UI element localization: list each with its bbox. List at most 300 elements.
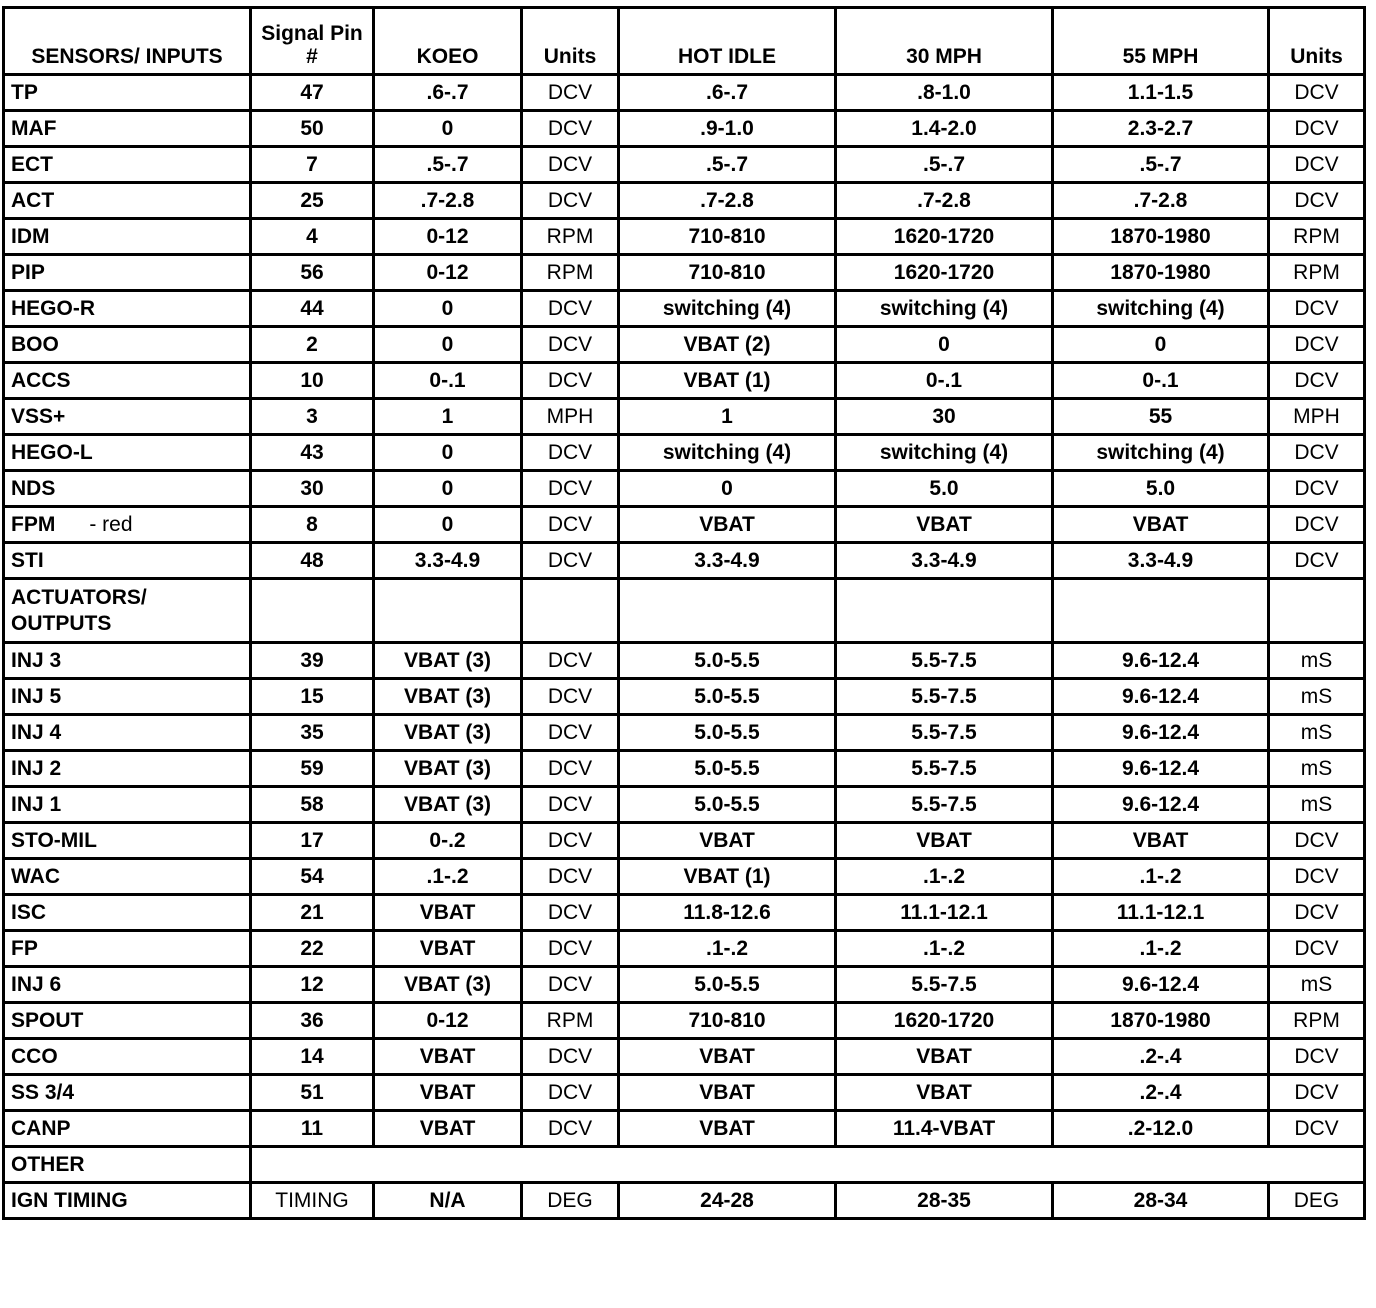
cell-signal-pin: 59 bbox=[251, 751, 374, 787]
table-row bbox=[4, 1039, 1365, 1075]
cell-units-1: DCV bbox=[522, 363, 619, 399]
cell-units-2: DCV bbox=[1269, 1111, 1365, 1147]
cell-30-mph: VBAT bbox=[836, 507, 1053, 543]
cell-units-2: DCV bbox=[1269, 823, 1365, 859]
cell-signal-pin: 35 bbox=[251, 715, 374, 751]
cell-signal-pin: 43 bbox=[251, 435, 374, 471]
cell-30-mph: 0 bbox=[836, 327, 1053, 363]
cell-hot-idle: 5.0-5.5 bbox=[619, 787, 836, 823]
cell-units-1: DCV bbox=[522, 643, 619, 679]
cell-55-mph: .2-.4 bbox=[1053, 1075, 1269, 1111]
cell-name bbox=[4, 75, 251, 111]
cell-units-2: DCV bbox=[1269, 507, 1365, 543]
cell-units-2: DEG bbox=[1269, 1183, 1365, 1219]
table-row bbox=[4, 895, 1365, 931]
col-header-hot-idle: HOT IDLE bbox=[619, 8, 836, 75]
cell-units-2: mS bbox=[1269, 787, 1365, 823]
row-label: FP bbox=[11, 937, 38, 960]
row-label: STO-MIL bbox=[11, 829, 97, 852]
cell-30-mph: 1620-1720 bbox=[836, 1003, 1053, 1039]
row-label: PIP bbox=[11, 261, 45, 284]
cell-55-mph: VBAT bbox=[1053, 507, 1269, 543]
cell-koeo: VBAT (3) bbox=[374, 679, 522, 715]
row-label: IGN TIMING bbox=[11, 1189, 128, 1212]
cell-units-2: DCV bbox=[1269, 471, 1365, 507]
cell-signal-pin: 10 bbox=[251, 363, 374, 399]
cell-30-mph: 11.4-VBAT bbox=[836, 1111, 1053, 1147]
cell-units-1: MPH bbox=[522, 399, 619, 435]
empty-cell bbox=[619, 579, 836, 643]
cell-30-mph: 5.5-7.5 bbox=[836, 787, 1053, 823]
cell-55-mph: 11.1-12.1 bbox=[1053, 895, 1269, 931]
row-label: WAC bbox=[11, 865, 60, 888]
col-header-30-mph: 30 MPH bbox=[836, 8, 1053, 75]
cell-name bbox=[4, 363, 251, 399]
row-label: CCO bbox=[11, 1045, 58, 1068]
cell-name bbox=[4, 931, 251, 967]
cell-units-2: DCV bbox=[1269, 75, 1365, 111]
col-header-sensors: SENSORS/ INPUTS bbox=[4, 8, 251, 75]
row-label: CANP bbox=[11, 1117, 71, 1140]
cell-signal-pin: 30 bbox=[251, 471, 374, 507]
cell-name bbox=[4, 183, 251, 219]
cell-signal-pin: 50 bbox=[251, 111, 374, 147]
cell-30-mph: 5.0 bbox=[836, 471, 1053, 507]
cell-units-2: DCV bbox=[1269, 1039, 1365, 1075]
cell-units-1: DCV bbox=[522, 111, 619, 147]
cell-units-1: DCV bbox=[522, 751, 619, 787]
cell-name bbox=[4, 255, 251, 291]
cell-30-mph: VBAT bbox=[836, 823, 1053, 859]
cell-hot-idle: 3.3-4.9 bbox=[619, 543, 836, 579]
row-label: ECT bbox=[11, 153, 53, 176]
cell-55-mph: 9.6-12.4 bbox=[1053, 787, 1269, 823]
cell-name bbox=[4, 1003, 251, 1039]
table-row bbox=[4, 291, 1365, 327]
row-label: INJ 1 bbox=[11, 793, 62, 816]
cell-units-1: DCV bbox=[522, 1039, 619, 1075]
cell-signal-pin: 17 bbox=[251, 823, 374, 859]
cell-units-1: DCV bbox=[522, 471, 619, 507]
cell-units-1: DCV bbox=[522, 327, 619, 363]
cell-signal-pin: 47 bbox=[251, 75, 374, 111]
cell-30-mph: 5.5-7.5 bbox=[836, 967, 1053, 1003]
cell-units-2: mS bbox=[1269, 715, 1365, 751]
cell-name bbox=[4, 1183, 251, 1219]
cell-30-mph: 1.4-2.0 bbox=[836, 111, 1053, 147]
cell-koeo: VBAT (3) bbox=[374, 643, 522, 679]
table-row bbox=[4, 255, 1365, 291]
table-row bbox=[4, 715, 1365, 751]
cell-hot-idle: switching (4) bbox=[619, 435, 836, 471]
cell-hot-idle: 24-28 bbox=[619, 1183, 836, 1219]
row-label: FPM bbox=[11, 513, 56, 536]
cell-55-mph: 1.1-1.5 bbox=[1053, 75, 1269, 111]
cell-units-2: MPH bbox=[1269, 399, 1365, 435]
cell-units-1: RPM bbox=[522, 219, 619, 255]
empty-cell bbox=[251, 1147, 1365, 1183]
cell-30-mph: 5.5-7.5 bbox=[836, 679, 1053, 715]
empty-cell bbox=[374, 579, 522, 643]
cell-hot-idle: 5.0-5.5 bbox=[619, 967, 836, 1003]
cell-30-mph: .5-.7 bbox=[836, 147, 1053, 183]
cell-signal-pin: 22 bbox=[251, 931, 374, 967]
cell-signal-pin: 12 bbox=[251, 967, 374, 1003]
cell-units-1: DCV bbox=[522, 1111, 619, 1147]
table-row bbox=[4, 751, 1365, 787]
cell-55-mph: 1870-1980 bbox=[1053, 219, 1269, 255]
cell-koeo: 0 bbox=[374, 507, 522, 543]
cell-55-mph: 3.3-4.9 bbox=[1053, 543, 1269, 579]
header-row bbox=[4, 8, 1365, 75]
cell-koeo: 0-12 bbox=[374, 255, 522, 291]
table-row bbox=[4, 931, 1365, 967]
cell-signal-pin: 25 bbox=[251, 183, 374, 219]
table-row bbox=[4, 967, 1365, 1003]
cell-30-mph: VBAT bbox=[836, 1075, 1053, 1111]
cell-koeo: 0-12 bbox=[374, 219, 522, 255]
cell-30-mph: 1620-1720 bbox=[836, 255, 1053, 291]
cell-30-mph: 5.5-7.5 bbox=[836, 643, 1053, 679]
cell-units-2: DCV bbox=[1269, 327, 1365, 363]
cell-name bbox=[4, 787, 251, 823]
cell-name bbox=[4, 1039, 251, 1075]
cell-30-mph: 30 bbox=[836, 399, 1053, 435]
row-label: HEGO-R bbox=[11, 297, 95, 320]
cell-koeo: VBAT (3) bbox=[374, 715, 522, 751]
row-label: INJ 6 bbox=[11, 973, 62, 996]
cell-hot-idle: 5.0-5.5 bbox=[619, 751, 836, 787]
cell-signal-pin: 21 bbox=[251, 895, 374, 931]
cell-units-2: RPM bbox=[1269, 255, 1365, 291]
cell-name bbox=[4, 679, 251, 715]
cell-units-1: DCV bbox=[522, 859, 619, 895]
row-note: - red bbox=[89, 513, 133, 536]
cell-koeo: 1 bbox=[374, 399, 522, 435]
cell-koeo: VBAT bbox=[374, 1039, 522, 1075]
cell-55-mph: 9.6-12.4 bbox=[1053, 751, 1269, 787]
cell-55-mph: 0-.1 bbox=[1053, 363, 1269, 399]
cell-name bbox=[4, 967, 251, 1003]
cell-units-2: mS bbox=[1269, 679, 1365, 715]
row-label: INJ 4 bbox=[11, 721, 62, 744]
cell-units-1: RPM bbox=[522, 255, 619, 291]
cell-55-mph: VBAT bbox=[1053, 823, 1269, 859]
cell-hot-idle: 710-810 bbox=[619, 1003, 836, 1039]
cell-signal-pin: 51 bbox=[251, 1075, 374, 1111]
col-header-signal-pin: Signal Pin # bbox=[251, 8, 374, 75]
cell-units-1: DCV bbox=[522, 543, 619, 579]
cell-units-2: mS bbox=[1269, 751, 1365, 787]
cell-units-2: DCV bbox=[1269, 147, 1365, 183]
table-row bbox=[4, 219, 1365, 255]
cell-hot-idle: VBAT bbox=[619, 823, 836, 859]
cell-units-2: RPM bbox=[1269, 1003, 1365, 1039]
cell-hot-idle: .5-.7 bbox=[619, 147, 836, 183]
cell-55-mph: 9.6-12.4 bbox=[1053, 715, 1269, 751]
cell-name bbox=[4, 111, 251, 147]
table-row bbox=[4, 471, 1365, 507]
cell-koeo: .6-.7 bbox=[374, 75, 522, 111]
cell-koeo: 0 bbox=[374, 327, 522, 363]
row-label: SPOUT bbox=[11, 1009, 84, 1032]
row-label: STI bbox=[11, 549, 44, 572]
actuators-section-label: ACTUATORS/ OUTPUTS bbox=[4, 579, 251, 643]
table-row bbox=[4, 111, 1365, 147]
cell-hot-idle: 0 bbox=[619, 471, 836, 507]
cell-units-1: DCV bbox=[522, 895, 619, 931]
cell-units-1: DCV bbox=[522, 507, 619, 543]
cell-name bbox=[4, 715, 251, 751]
row-label: ACCS bbox=[11, 369, 71, 392]
other-section-row bbox=[4, 1147, 1365, 1183]
cell-30-mph: .8-1.0 bbox=[836, 75, 1053, 111]
cell-koeo: 0 bbox=[374, 111, 522, 147]
cell-units-1: DCV bbox=[522, 147, 619, 183]
row-label: BOO bbox=[11, 333, 59, 356]
table-row bbox=[4, 327, 1365, 363]
cell-units-1: DCV bbox=[522, 1075, 619, 1111]
cell-name bbox=[4, 471, 251, 507]
col-header-units-2: Units bbox=[1269, 8, 1365, 75]
cell-name bbox=[4, 895, 251, 931]
cell-name bbox=[4, 859, 251, 895]
empty-cell bbox=[1053, 579, 1269, 643]
actuators-section-row bbox=[4, 579, 1365, 643]
cell-signal-pin: 11 bbox=[251, 1111, 374, 1147]
cell-55-mph: 0 bbox=[1053, 327, 1269, 363]
row-label: INJ 2 bbox=[11, 757, 62, 780]
table-row bbox=[4, 543, 1365, 579]
row-label: INJ 5 bbox=[11, 685, 62, 708]
cell-hot-idle: .6-.7 bbox=[619, 75, 836, 111]
cell-55-mph: .7-2.8 bbox=[1053, 183, 1269, 219]
cell-units-1: DEG bbox=[522, 1183, 619, 1219]
cell-units-2: DCV bbox=[1269, 859, 1365, 895]
cell-signal-pin: 39 bbox=[251, 643, 374, 679]
cell-name bbox=[4, 1075, 251, 1111]
cell-signal-pin: 48 bbox=[251, 543, 374, 579]
cell-30-mph: switching (4) bbox=[836, 435, 1053, 471]
cell-hot-idle: VBAT bbox=[619, 1039, 836, 1075]
cell-55-mph: 28-34 bbox=[1053, 1183, 1269, 1219]
cell-units-1: DCV bbox=[522, 787, 619, 823]
cell-55-mph: 55 bbox=[1053, 399, 1269, 435]
cell-units-2: DCV bbox=[1269, 895, 1365, 931]
cell-55-mph: 9.6-12.4 bbox=[1053, 967, 1269, 1003]
cell-units-2: DCV bbox=[1269, 931, 1365, 967]
row-label: MAF bbox=[11, 117, 57, 140]
cell-koeo: .7-2.8 bbox=[374, 183, 522, 219]
cell-55-mph: .1-.2 bbox=[1053, 931, 1269, 967]
cell-hot-idle: .7-2.8 bbox=[619, 183, 836, 219]
cell-30-mph: VBAT bbox=[836, 1039, 1053, 1075]
row-label: TP bbox=[11, 81, 38, 104]
cell-units-1: DCV bbox=[522, 435, 619, 471]
cell-koeo: 0-.1 bbox=[374, 363, 522, 399]
cell-name bbox=[4, 399, 251, 435]
cell-koeo: 0 bbox=[374, 471, 522, 507]
cell-units-2: DCV bbox=[1269, 435, 1365, 471]
cell-name bbox=[4, 507, 251, 543]
cell-hot-idle: VBAT bbox=[619, 1111, 836, 1147]
cell-30-mph: 3.3-4.9 bbox=[836, 543, 1053, 579]
cell-name bbox=[4, 823, 251, 859]
cell-hot-idle: 710-810 bbox=[619, 219, 836, 255]
cell-hot-idle: 710-810 bbox=[619, 255, 836, 291]
cell-30-mph: .1-.2 bbox=[836, 859, 1053, 895]
cell-signal-pin: 44 bbox=[251, 291, 374, 327]
cell-koeo: VBAT (3) bbox=[374, 787, 522, 823]
cell-hot-idle: VBAT (1) bbox=[619, 363, 836, 399]
cell-units-2: DCV bbox=[1269, 111, 1365, 147]
other-section-label: OTHER bbox=[4, 1147, 251, 1183]
table-row bbox=[4, 679, 1365, 715]
table-row bbox=[4, 859, 1365, 895]
cell-30-mph: switching (4) bbox=[836, 291, 1053, 327]
table-row bbox=[4, 147, 1365, 183]
cell-signal-pin: 14 bbox=[251, 1039, 374, 1075]
table-row bbox=[4, 823, 1365, 859]
empty-cell bbox=[1269, 579, 1365, 643]
cell-30-mph: 1620-1720 bbox=[836, 219, 1053, 255]
cell-name bbox=[4, 435, 251, 471]
empty-cell bbox=[522, 579, 619, 643]
row-label: ISC bbox=[11, 901, 47, 924]
cell-units-2: DCV bbox=[1269, 1075, 1365, 1111]
cell-units-1: DCV bbox=[522, 967, 619, 1003]
col-header-units-1: Units bbox=[522, 8, 619, 75]
cell-koeo: VBAT bbox=[374, 1111, 522, 1147]
cell-units-2: RPM bbox=[1269, 219, 1365, 255]
row-label: SS 3/4 bbox=[11, 1081, 75, 1104]
row-label: ACT bbox=[11, 189, 55, 212]
cell-koeo: 0-12 bbox=[374, 1003, 522, 1039]
cell-hot-idle: VBAT bbox=[619, 1075, 836, 1111]
table-row bbox=[4, 435, 1365, 471]
cell-units-2: DCV bbox=[1269, 363, 1365, 399]
cell-koeo: N/A bbox=[374, 1183, 522, 1219]
cell-units-1: RPM bbox=[522, 1003, 619, 1039]
cell-units-2: mS bbox=[1269, 967, 1365, 1003]
cell-units-2: DCV bbox=[1269, 183, 1365, 219]
cell-koeo: VBAT bbox=[374, 931, 522, 967]
cell-hot-idle: .1-.2 bbox=[619, 931, 836, 967]
cell-hot-idle: VBAT (2) bbox=[619, 327, 836, 363]
table-row bbox=[4, 183, 1365, 219]
sensor-spec-table bbox=[2, 6, 1366, 1220]
table-row bbox=[4, 643, 1365, 679]
cell-55-mph: switching (4) bbox=[1053, 291, 1269, 327]
cell-koeo: .5-.7 bbox=[374, 147, 522, 183]
cell-55-mph: 5.0 bbox=[1053, 471, 1269, 507]
cell-55-mph: 1870-1980 bbox=[1053, 1003, 1269, 1039]
row-label: NDS bbox=[11, 477, 56, 500]
cell-signal-pin: 58 bbox=[251, 787, 374, 823]
cell-name bbox=[4, 147, 251, 183]
cell-30-mph: .7-2.8 bbox=[836, 183, 1053, 219]
cell-name bbox=[4, 291, 251, 327]
table-row bbox=[4, 399, 1365, 435]
cell-signal-pin: 8 bbox=[251, 507, 374, 543]
cell-koeo: 0 bbox=[374, 291, 522, 327]
cell-55-mph: 9.6-12.4 bbox=[1053, 679, 1269, 715]
col-header-55-mph: 55 MPH bbox=[1053, 8, 1269, 75]
row-label: VSS+ bbox=[11, 405, 66, 428]
cell-units-1: DCV bbox=[522, 715, 619, 751]
table-body bbox=[4, 75, 1365, 1219]
cell-hot-idle: .9-1.0 bbox=[619, 111, 836, 147]
row-label: INJ 3 bbox=[11, 649, 62, 672]
cell-name bbox=[4, 1111, 251, 1147]
cell-name bbox=[4, 543, 251, 579]
table-row bbox=[4, 507, 1365, 543]
cell-30-mph: 5.5-7.5 bbox=[836, 751, 1053, 787]
table-row bbox=[4, 1111, 1365, 1147]
cell-30-mph: 28-35 bbox=[836, 1183, 1053, 1219]
cell-name bbox=[4, 643, 251, 679]
cell-koeo: .1-.2 bbox=[374, 859, 522, 895]
cell-units-1: DCV bbox=[522, 823, 619, 859]
col-header-koeo: KOEO bbox=[374, 8, 522, 75]
cell-signal-pin: 3 bbox=[251, 399, 374, 435]
cell-55-mph: .5-.7 bbox=[1053, 147, 1269, 183]
table-row bbox=[4, 363, 1365, 399]
cell-hot-idle: 1 bbox=[619, 399, 836, 435]
cell-units-1: DCV bbox=[522, 931, 619, 967]
cell-hot-idle: VBAT bbox=[619, 507, 836, 543]
table-row bbox=[4, 787, 1365, 823]
cell-koeo: 3.3-4.9 bbox=[374, 543, 522, 579]
cell-hot-idle: 5.0-5.5 bbox=[619, 715, 836, 751]
cell-55-mph: .1-.2 bbox=[1053, 859, 1269, 895]
cell-signal-pin: 15 bbox=[251, 679, 374, 715]
cell-hot-idle: switching (4) bbox=[619, 291, 836, 327]
cell-55-mph: switching (4) bbox=[1053, 435, 1269, 471]
cell-55-mph: .2-12.0 bbox=[1053, 1111, 1269, 1147]
table-row bbox=[4, 1003, 1365, 1039]
cell-units-1: DCV bbox=[522, 183, 619, 219]
cell-koeo: VBAT bbox=[374, 1075, 522, 1111]
cell-name bbox=[4, 327, 251, 363]
cell-55-mph: 2.3-2.7 bbox=[1053, 111, 1269, 147]
cell-koeo: 0 bbox=[374, 435, 522, 471]
cell-hot-idle: VBAT (1) bbox=[619, 859, 836, 895]
cell-30-mph: 11.1-12.1 bbox=[836, 895, 1053, 931]
cell-units-2: mS bbox=[1269, 643, 1365, 679]
cell-signal-pin: 7 bbox=[251, 147, 374, 183]
cell-signal-pin: TIMING bbox=[251, 1183, 374, 1219]
cell-hot-idle: 5.0-5.5 bbox=[619, 679, 836, 715]
row-label: HEGO-L bbox=[11, 441, 93, 464]
cell-signal-pin: 4 bbox=[251, 219, 374, 255]
cell-30-mph: .1-.2 bbox=[836, 931, 1053, 967]
row-label: IDM bbox=[11, 225, 50, 248]
cell-30-mph: 5.5-7.5 bbox=[836, 715, 1053, 751]
empty-cell bbox=[251, 579, 374, 643]
table-row bbox=[4, 1075, 1365, 1111]
table-row bbox=[4, 75, 1365, 111]
cell-koeo: VBAT (3) bbox=[374, 967, 522, 1003]
cell-koeo: VBAT bbox=[374, 895, 522, 931]
cell-koeo: 0-.2 bbox=[374, 823, 522, 859]
cell-55-mph: .2-.4 bbox=[1053, 1039, 1269, 1075]
cell-units-1: DCV bbox=[522, 679, 619, 715]
cell-koeo: VBAT (3) bbox=[374, 751, 522, 787]
cell-signal-pin: 2 bbox=[251, 327, 374, 363]
cell-signal-pin: 56 bbox=[251, 255, 374, 291]
cell-hot-idle: 5.0-5.5 bbox=[619, 643, 836, 679]
